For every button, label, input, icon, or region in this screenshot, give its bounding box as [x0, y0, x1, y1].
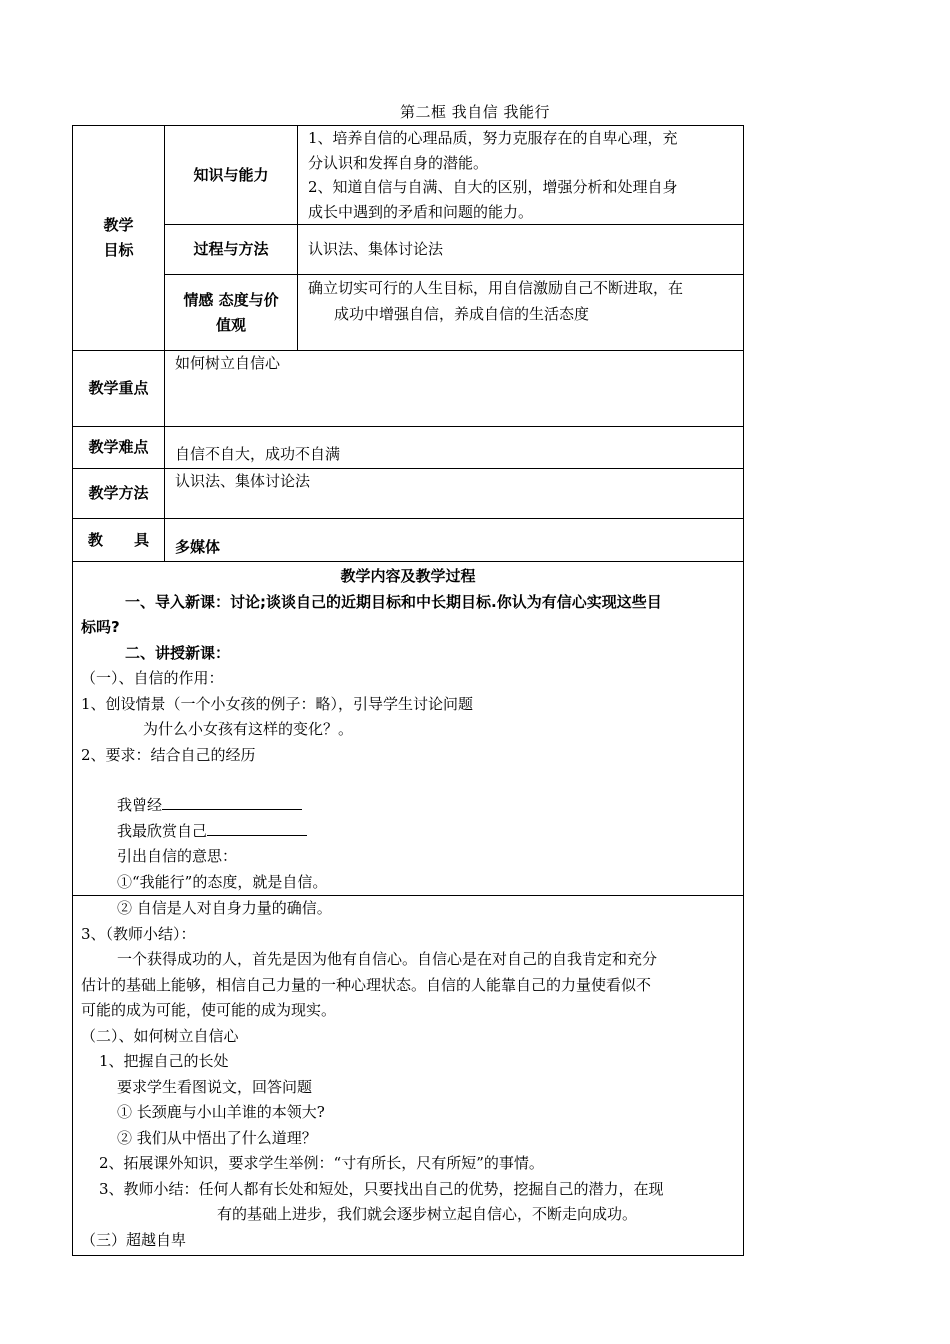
meaning-1: ①“我能行”的态度，就是自信。 [117, 872, 328, 891]
part2-item-1: 1、把握自己的长处 [99, 1052, 229, 1070]
item-1-question: 为什么小女孩有这样的变化？。 [143, 720, 354, 738]
fill-blank-2 [207, 819, 307, 836]
intro-line-2: 标吗? [81, 618, 120, 636]
knowledge-ability-label: 知识与能力 [165, 126, 298, 225]
objective-knowledge-row [73, 126, 744, 225]
spacer [81, 768, 735, 793]
content-section-2 [73, 896, 744, 1256]
item-3: 3、（教师小结）： [81, 924, 196, 943]
difficulty-row [73, 427, 744, 469]
summary-line-2: 估计的基础上能够，相信自己力量的一种心理状态。自信的人能靠自己的力量使看似不 [81, 975, 652, 994]
part2-item-3-line-2: 有的基础上进步，我们就会逐步树立起自信心，不断走向成功。 [217, 1205, 638, 1223]
item-2: 2、要求：结合自己的经历 [81, 745, 256, 764]
part1-title: （一）、自信的作用： [81, 669, 224, 687]
key-point-label: 教学重点 [73, 351, 165, 427]
part2-item-2: 2、拓展课外知识，要求学生举例：“寸有所长，尺有所短”的事情。 [99, 1154, 544, 1172]
content-heading: 教学内容及教学过程 [340, 567, 476, 585]
difficulty-label: 教学难点 [73, 427, 165, 469]
summary-line-1: 一个获得成功的人，首先是因为他有自信心。自信心是在对自己的自我肯定和充分 [117, 950, 658, 968]
new-lesson-heading: 二、讲授新课： [125, 643, 231, 662]
item-1: 1、创设情景（一个小女孩的例子：略），引导学生讨论问题 [81, 694, 474, 713]
intro-line-1: 一、导入新课：讨论;谈谈自己的近期目标和中长期目标.你认为有信心实现这些目 [125, 592, 662, 611]
part3-title: （三）超越自卑 [81, 1230, 187, 1249]
content-section-1 [73, 562, 744, 896]
document-title: 第二框 我自信 我能行 [399, 103, 551, 121]
lesson-plan-table [72, 125, 744, 1256]
process-method-label: 过程与方法 [165, 225, 298, 275]
difficulty-text: 自信不自大，成功不自满 [165, 427, 744, 469]
fill-blank-1 [162, 793, 302, 810]
emotion-attitude-text: 确立切实可行的人生目标，用自信激励自己不断进取，在 成功中增强自信，养成自信的生活态度 [298, 275, 744, 351]
summary-line-3: 可能的成为可能，使可能的成为现实。 [81, 1001, 337, 1019]
objectives-label: 教学 目标 [73, 126, 165, 351]
content-cell-1 [73, 562, 744, 896]
method-label: 教学方法 [73, 469, 165, 519]
fill-line-1: 我曾经 [81, 793, 735, 819]
method-text: 认识法、集体讨论法 [165, 469, 744, 519]
part2-question-1: ① 长颈鹿与小山羊谁的本领大? [117, 1103, 325, 1121]
part2-title: （二）、如何树立自信心 [81, 1026, 239, 1045]
objective-emotion-row [73, 275, 744, 351]
emotion-attitude-label: 情感 态度与价 值观 [165, 275, 298, 351]
meaning-2: ② 自信是人对自身力量的确信。 [117, 899, 332, 917]
part2-question-2: ② 我们从中悟出了什么道理？ [117, 1128, 317, 1147]
knowledge-ability-text: 1、培养自信的心理品质，努力克服存在的自卑心理，充 分认识和发挥自身的潜能。 2、知道自信与自满、自大的区别，增强分析和处理自身 成长中遇到的矛盾和问题的能力。 [298, 126, 744, 225]
meaning-intro: 引出自信的意思： [117, 847, 238, 865]
content-cell-2 [73, 896, 744, 1256]
tools-row [73, 519, 744, 562]
process-method-text: 认识法、集体讨论法 [298, 225, 744, 275]
part2-item-3-line-1: 3、教师小结：任何人都有长处和短处，只要找出自己的优势，挖掘自己的潜力，在现 [99, 1179, 664, 1198]
tools-text: 多媒体 [165, 519, 744, 562]
objective-process-row [73, 225, 744, 275]
fill-line-2: 我最欣赏自己 [81, 819, 735, 845]
key-point-row [73, 351, 744, 427]
part2-request: 要求学生看图说文，回答问题 [117, 1077, 313, 1096]
tools-label: 教 具 [73, 519, 165, 562]
method-row [73, 469, 744, 519]
key-point-text: 如何树立自信心 [165, 351, 744, 427]
